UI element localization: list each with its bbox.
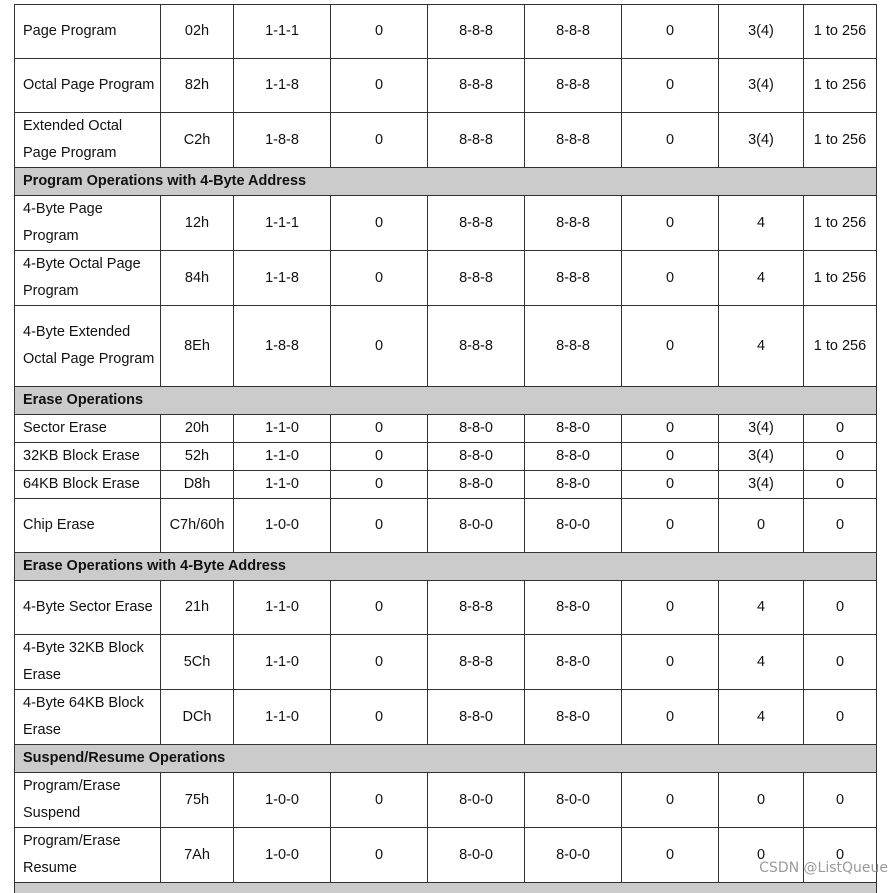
command-name-cell: Page Program: [15, 5, 161, 59]
table-row: [15, 635, 877, 690]
command-name-cell: 4-Byte Sector Erase: [15, 581, 161, 635]
table-cell: 7Ah: [161, 828, 234, 883]
table-row: [15, 471, 877, 499]
table-cell: 20h: [161, 415, 234, 443]
table-cell: 21h: [161, 581, 234, 635]
table-cell: 1-1-1: [234, 5, 331, 59]
table-cell: 4: [719, 306, 804, 387]
section-header-row: [15, 745, 877, 773]
table-cell: 8-8-0: [525, 443, 622, 471]
table-cell: 8-8-8: [525, 196, 622, 251]
command-name-cell: 4-Byte 64KB Block Erase: [15, 690, 161, 745]
table-cell: 0: [331, 306, 428, 387]
table-cell: 1 to 256: [804, 59, 877, 113]
table-cell: 1 to 256: [804, 5, 877, 59]
table-cell: 1-0-0: [234, 499, 331, 553]
table-row: [15, 499, 877, 553]
table-cell: 0: [622, 635, 719, 690]
table-cell: 1 to 256: [804, 113, 877, 168]
section-title-partial: [15, 883, 877, 893]
table-cell: 1-8-8: [234, 113, 331, 168]
table-cell: 0: [804, 828, 877, 883]
section-header-row: [15, 553, 877, 581]
table-cell: 0: [719, 828, 804, 883]
table-cell: 0: [622, 196, 719, 251]
table-cell: 0: [804, 499, 877, 553]
table-cell: 0: [622, 5, 719, 59]
command-name-cell: Chip Erase: [15, 499, 161, 553]
table-cell: 3(4): [719, 415, 804, 443]
command-name-cell: 4-Byte Page Program: [15, 196, 161, 251]
section-header-row: [15, 168, 877, 196]
table-cell: 0: [331, 113, 428, 168]
command-table: [14, 4, 877, 893]
table-row: [15, 59, 877, 113]
table-cell: 8-8-0: [428, 415, 525, 443]
table-cell: 8-8-8: [525, 5, 622, 59]
table-cell: 0: [804, 690, 877, 745]
table-cell: 0: [331, 415, 428, 443]
table-cell: 0: [331, 581, 428, 635]
table-cell: 3(4): [719, 59, 804, 113]
table-cell: 8Eh: [161, 306, 234, 387]
table-cell: C7h/60h: [161, 499, 234, 553]
section-title: Suspend/Resume Operations: [15, 745, 877, 773]
table-cell: 3(4): [719, 443, 804, 471]
table-cell: 1-1-0: [234, 415, 331, 443]
command-name-cell: Program/Erase Resume: [15, 828, 161, 883]
table-cell: 0: [331, 828, 428, 883]
section-title: Program Operations with 4-Byte Address: [15, 168, 877, 196]
command-name-cell: 4-Byte Extended Octal Page Program: [15, 306, 161, 387]
table-row: [15, 113, 877, 168]
table-cell: 5Ch: [161, 635, 234, 690]
table-cell: D8h: [161, 471, 234, 499]
table-cell: 1-1-0: [234, 581, 331, 635]
table-cell: 0: [622, 59, 719, 113]
table-cell: 0: [622, 443, 719, 471]
table-cell: 8-8-0: [525, 581, 622, 635]
table-cell: 0: [331, 635, 428, 690]
table-cell: 0: [622, 306, 719, 387]
table-cell: 0: [331, 5, 428, 59]
table-cell: 0: [804, 443, 877, 471]
table-cell: 1-1-8: [234, 251, 331, 306]
table-cell: 0: [804, 581, 877, 635]
section-title: Erase Operations: [15, 387, 877, 415]
section-header-row-partial: [15, 883, 877, 893]
table-cell: 0: [622, 251, 719, 306]
table-cell: 8-8-0: [525, 415, 622, 443]
table-row: [15, 306, 877, 387]
table-cell: 0: [622, 581, 719, 635]
table-cell: 0: [804, 635, 877, 690]
table-cell: 84h: [161, 251, 234, 306]
table-cell: 0: [331, 443, 428, 471]
table-cell: 8-8-0: [525, 690, 622, 745]
table-cell: 8-8-8: [525, 306, 622, 387]
table-cell: 0: [804, 471, 877, 499]
table-cell: 4: [719, 251, 804, 306]
table-cell: 8-8-0: [525, 471, 622, 499]
table-cell: 8-8-0: [428, 443, 525, 471]
command-table-body: [15, 5, 877, 893]
table-cell: 8-0-0: [525, 499, 622, 553]
table-row: [15, 196, 877, 251]
table-cell: 0: [804, 415, 877, 443]
table-cell: 0: [331, 773, 428, 828]
table-cell: 3(4): [719, 5, 804, 59]
table-cell: 0: [622, 499, 719, 553]
table-row: [15, 5, 877, 59]
table-cell: 0: [719, 773, 804, 828]
table-cell: 0: [331, 251, 428, 306]
watermark: CSDN @ListQueue: [759, 860, 888, 876]
table-cell: 0: [622, 828, 719, 883]
table-cell: 8-8-8: [525, 251, 622, 306]
table-cell: 0: [804, 773, 877, 828]
table-cell: 3(4): [719, 471, 804, 499]
table-cell: 8-0-0: [525, 773, 622, 828]
command-name-cell: Sector Erase: [15, 415, 161, 443]
table-cell: 8-0-0: [428, 773, 525, 828]
table-cell: 1-0-0: [234, 773, 331, 828]
table-cell: 8-8-8: [428, 59, 525, 113]
table-cell: 8-8-0: [525, 635, 622, 690]
table-cell: 4: [719, 196, 804, 251]
table-cell: 1-0-0: [234, 828, 331, 883]
table-cell: 0: [622, 471, 719, 499]
section-title: Erase Operations with 4-Byte Address: [15, 553, 877, 581]
table-cell: 8-8-0: [428, 690, 525, 745]
table-cell: 8-8-8: [525, 113, 622, 168]
command-name-cell: 64KB Block Erase: [15, 471, 161, 499]
command-name-cell: 4-Byte 32KB Block Erase: [15, 635, 161, 690]
command-name-cell: 32KB Block Erase: [15, 443, 161, 471]
table-cell: 1-1-0: [234, 690, 331, 745]
table-cell: 8-8-8: [428, 251, 525, 306]
table-cell: 8-0-0: [428, 499, 525, 553]
table-cell: 8-8-8: [428, 196, 525, 251]
table-cell: 82h: [161, 59, 234, 113]
table-cell: DCh: [161, 690, 234, 745]
table-cell: 0: [331, 499, 428, 553]
table-row: [15, 581, 877, 635]
table-cell: 1-8-8: [234, 306, 331, 387]
table-row: [15, 251, 877, 306]
table-cell: 1-1-8: [234, 59, 331, 113]
table-row: [15, 828, 877, 883]
table-cell: 52h: [161, 443, 234, 471]
table-cell: 0: [331, 471, 428, 499]
table-cell: 0: [622, 113, 719, 168]
table-cell: 8-0-0: [428, 828, 525, 883]
table-cell: 1-1-0: [234, 443, 331, 471]
table-cell: 8-8-8: [428, 581, 525, 635]
table-cell: 4: [719, 581, 804, 635]
table-cell: 8-8-0: [428, 471, 525, 499]
table-cell: 8-8-8: [428, 5, 525, 59]
table-cell: 0: [331, 690, 428, 745]
table-cell: 8-8-8: [428, 635, 525, 690]
table-cell: 0: [719, 499, 804, 553]
table-cell: 8-8-8: [428, 113, 525, 168]
table-row: [15, 443, 877, 471]
table-cell: 1 to 256: [804, 196, 877, 251]
table-cell: 75h: [161, 773, 234, 828]
table-cell: 0: [622, 415, 719, 443]
table-cell: 12h: [161, 196, 234, 251]
table-cell: C2h: [161, 113, 234, 168]
table-cell: 0: [331, 59, 428, 113]
command-name-cell: Program/Erase Suspend: [15, 773, 161, 828]
table-cell: 4: [719, 635, 804, 690]
command-name-cell: 4-Byte Octal Page Program: [15, 251, 161, 306]
table-row: [15, 773, 877, 828]
table-cell: 8-0-0: [525, 828, 622, 883]
table-cell: 4: [719, 690, 804, 745]
section-header-row: [15, 387, 877, 415]
table-cell: 0: [622, 690, 719, 745]
table-cell: 1-1-0: [234, 635, 331, 690]
table-cell: 1 to 256: [804, 306, 877, 387]
table-cell: 8-8-8: [428, 306, 525, 387]
table-cell: 3(4): [719, 113, 804, 168]
table-cell: 0: [622, 773, 719, 828]
table-cell: 8-8-8: [525, 59, 622, 113]
table-cell: 0: [331, 196, 428, 251]
command-name-cell: Extended Octal Page Program: [15, 113, 161, 168]
table-cell: 1-1-1: [234, 196, 331, 251]
table-cell: 1-1-0: [234, 471, 331, 499]
table-cell: 1 to 256: [804, 251, 877, 306]
table-cell: 02h: [161, 5, 234, 59]
table-row: [15, 690, 877, 745]
command-name-cell: Octal Page Program: [15, 59, 161, 113]
table-row: [15, 415, 877, 443]
